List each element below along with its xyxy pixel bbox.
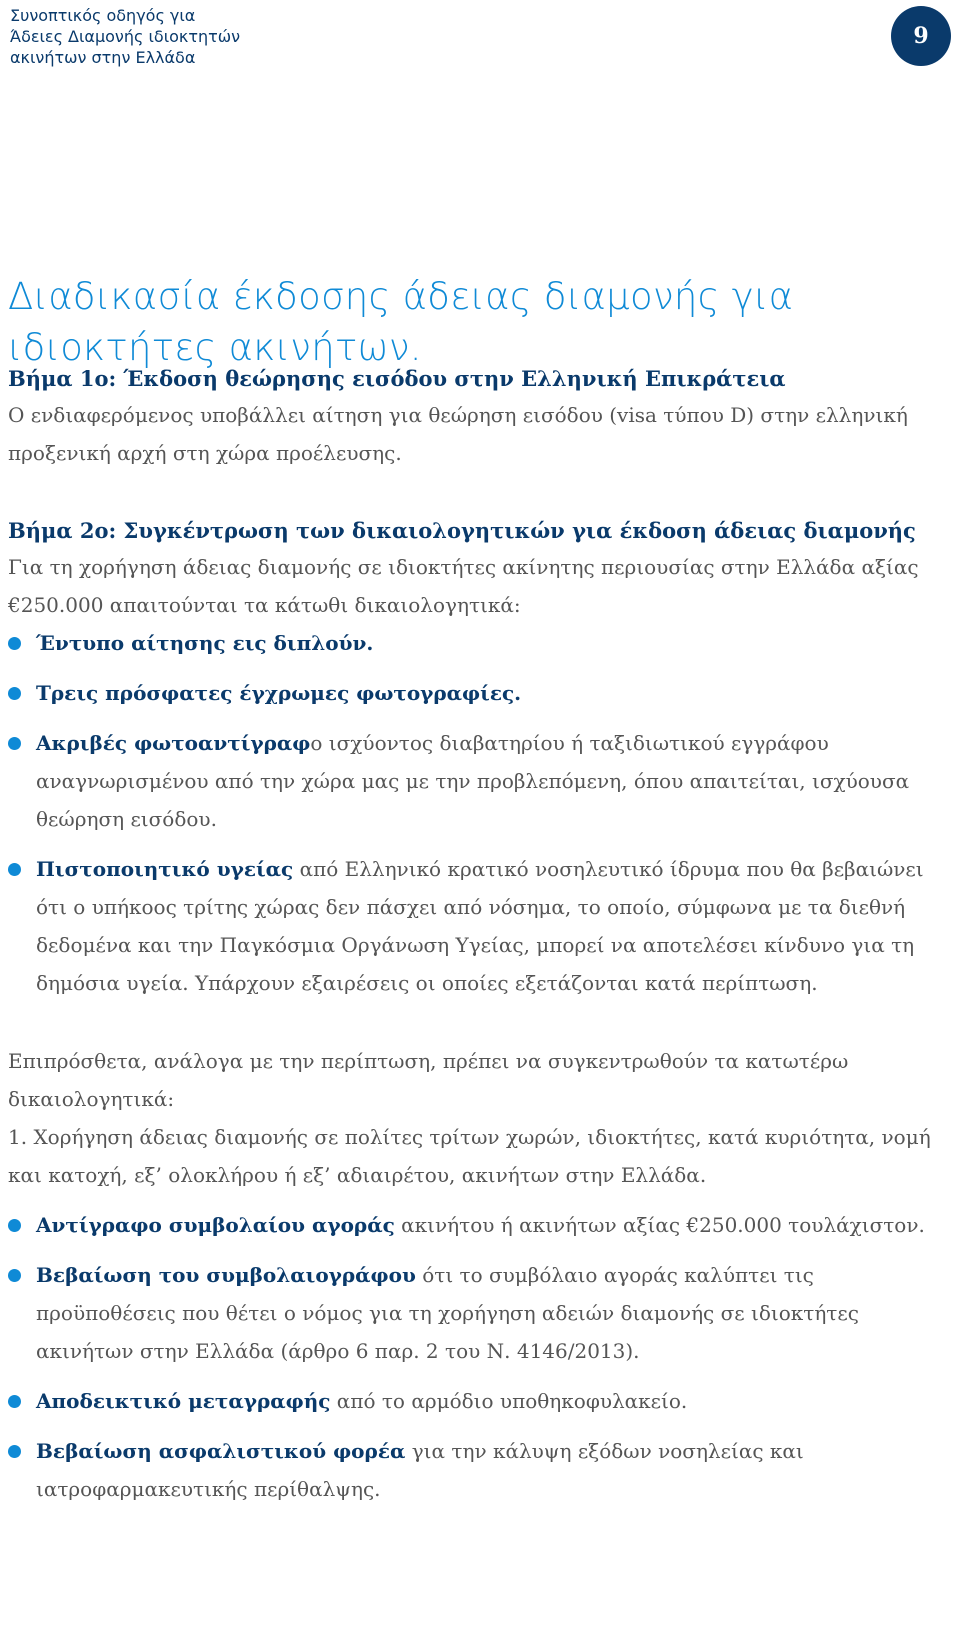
list-item-bold: Αποδεικτικό μεταγραφής (36, 1389, 331, 1413)
bullet-icon (8, 1445, 21, 1458)
list-item (8, 674, 953, 712)
case-1-text: 1. Χορήγηση άδειας διαμονής σε πολίτες τρίτων χωρών, ιδιοκτήτες, κατά κυριότητα, νομή και κατοχή, εξ’ ολοκλήρου ή εξ’ αδιαιρέτου, ακινήτων στην Ελλάδα. (8, 1125, 931, 1187)
bullet-icon (8, 1219, 21, 1232)
list-item (8, 1206, 953, 1244)
list-item (8, 624, 953, 662)
main-content (8, 362, 953, 1508)
document-header-title (10, 5, 240, 68)
additional-documents-list (8, 1206, 953, 1508)
list-item-bold: Ακριβές φωτοαντίγραφ (36, 731, 311, 755)
bullet-icon (8, 687, 21, 700)
step-1-heading: Βήμα 1ο: Έκδοση θεώρησης εισόδου στην Ελληνική Επικράτεια (8, 366, 786, 391)
page-title: Διαδικασία έκδοσης άδειας διαμονής για ιδιοκτήτες ακινήτων. (8, 274, 794, 369)
list-item-text: από Ελληνικό κρατικό νοσηλευτικό ίδρυμα που θα βεβαιώνει ότι ο υπήκοος τρίτης χώρας δεν πάσχει από νόσημα, το οποίο, σύμφωνα με τα διεθνή δεδομένα και την Παγκόσμια Οργάνωση Υγείας, μπορεί να αποτελέσει κίνδυνο για τη δημόσια υγεία. Υπάρχουν εξαιρέσεις οι οποίες εξετάζονται κατά περίπτωση. (36, 857, 924, 995)
step-1-text: Ο ενδιαφερόμενος υποβάλλει αίτηση για θεώρηση εισόδου (visa τύπου D) στην ελληνική προξενική αρχή στη χώρα προέλευσης. (8, 403, 908, 465)
list-item-bold: Τρεις πρόσφατες έγχρωμες φωτογραφίες. (36, 681, 522, 705)
list-item (8, 1382, 953, 1420)
list-item-bold: Βεβαίωση του συμβολαιογράφου (36, 1263, 416, 1287)
bullet-icon (8, 637, 21, 650)
additional-intro-text: Επιπρόσθετα, ανάλογα με την περίπτωση, πρέπει να συγκεντρωθούν τα κατωτέρω δικαιολογητικά: (8, 1049, 849, 1111)
bullet-icon (8, 1395, 21, 1408)
step-2-text: Για τη χορήγηση άδειας διαμονής σε ιδιοκτήτες ακίνητης περιουσίας στην Ελλάδα αξίας €250.000 απαιτούνται τα κάτωθι δικαιολογητικά: (8, 555, 919, 617)
list-item (8, 724, 953, 838)
bullet-icon (8, 1269, 21, 1282)
list-item-text: ότι το συμβόλαιο αγοράς καλύπτει τις προϋποθέσεις που θέτει ο νόμος για τη χορήγηση αδειών διαμονής σε ιδιοκτήτες ακινήτων στην Ελλάδα (άρθρο 6 παρ. 2 του Ν. 4146/2013). (36, 1263, 859, 1363)
header-title-line: Άδειες Διαμονής ιδιοκτητών (10, 27, 241, 46)
list-item-text: ο ισχύοντος διαβατηρίου ή ταξιδιωτικού εγγράφου αναγνωρισμένου από την χώρα μας με την προβλεπόμενη, όπου απαιτείται, ισχύουσα θεώρηση εισόδου. (36, 731, 910, 831)
list-item-bold: Πιστοποιητικό υγείας (36, 857, 294, 881)
step-2-heading: Βήμα 2ο: Συγκέντρωση των δικαιολογητικών για έκδοση άδειας διαμονής (8, 518, 916, 543)
list-item (8, 850, 953, 1002)
list-item-text: από το αρμόδιο υποθηκοφυλακείο. (330, 1389, 688, 1413)
list-item-bold: Βεβαίωση ασφαλιστικού φορέα (36, 1439, 406, 1463)
bullet-icon (8, 863, 21, 876)
list-item-text: ακινήτου ή ακινήτων αξίας €250.000 τουλάχιστον. (394, 1213, 925, 1237)
list-item-text: για την κάλυψη εξόδων νοσηλείας και ιατροφαρμακευτικής περίθαλψης. (36, 1439, 804, 1501)
bullet-icon (8, 737, 21, 750)
list-item (8, 1432, 953, 1508)
list-item (8, 1256, 953, 1370)
header-title-line: ακινήτων στην Ελλάδα (10, 48, 196, 67)
page-number-badge: 9 (891, 6, 951, 66)
list-item-bold: Έντυπο αίτησης εις διπλούν. (36, 631, 374, 655)
list-item-bold: Αντίγραφο συμβολαίου αγοράς (36, 1213, 395, 1237)
header-title-line: Συνοπτικός οδηγός για (10, 6, 196, 25)
required-documents-list (8, 624, 953, 1002)
